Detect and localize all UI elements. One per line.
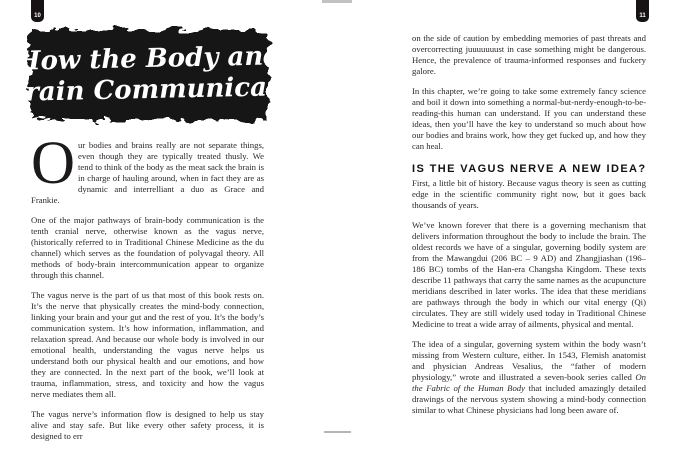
chapter-banner (2, 21, 296, 129)
chapter-title (2, 18, 296, 131)
chapter-title-line2: Brain Communicate (2, 71, 296, 109)
paragraph-text: that included amazingly detailed drawings of the nervous system showing a mind-body connection similar to what Chinese physicians had long been aware of. (412, 383, 646, 415)
page-number-right: 11 (639, 13, 646, 19)
gutter-mark-bottom (324, 431, 351, 433)
book-title-italic: On the Fabric of the Human Body (412, 372, 646, 393)
paragraph-text: The idea of a singular, governing system within the body wasn’t missing from Western culture, either. In 1543, Flemish anatomist and physician Andreas Vesalius, the “father of modern physiology,” wrote and illustrated a seven-book series called (412, 339, 646, 382)
drop-cap: O (31, 130, 76, 197)
paragraph: First, a little bit of history. Because vagus theory is seen as cutting edge in the scientific community right now, but it goes back thousands of years. (412, 178, 646, 210)
paragraph: In this chapter, we’re going to take some extremely fancy science and boil it down into something a normal-but-nerdy-enough-to-be-reading-this human can understand. If you can understand these ideas, then you’ll have the key to understand so much about how our bodies and brains work, how they get fucked up, and how they can heal. (412, 86, 646, 151)
left-page-text-column (31, 130, 264, 451)
paragraph: The vagus nerve’s information flow is designed to help us stay alive and stay safe. But like every other safety process, it is designed to err (31, 409, 264, 441)
paragraph: on the side of caution by embedding memories of past threats and overcorrecting juuuuuuust in case something might be dangerous. Hence, the prevalence of trauma-informed responses and fuckery galore. (412, 33, 646, 76)
paragraph (412, 339, 646, 416)
paragraph: The vagus nerve is the part of us that most of this book rests on. It’s the nerve that physically creates the mind-body connection, linking your brain and your gut and the rest of you. It’s the body’s communication system. It’s how information, inflammation, and relaxation spread. And because our whole body is involved in our emotional health, understanding the vagus nerve helps us understand both our physical health and our emotions, and how they are connected. In the next part of the book, we’ll look at trauma, inflammation, stress, and toxicity and how the vagus nerve mediates them all. (31, 290, 264, 399)
paragraph-text: ur bodies and brains really are not separate things, even though they are typically treated thusly. We tend to think of the body as the meat sack the brain is in charge of hauling around, when in fact they are as dynamic and interrelliant a duo as Grace and Frankie. (31, 140, 264, 205)
section-heading: IS THE VAGUS NERVE A NEW IDEA? (412, 163, 647, 175)
right-page-text-column (412, 33, 646, 425)
gutter-mark-top (322, 0, 352, 3)
paragraph (31, 130, 264, 206)
paragraph: We’ve known forever that there is a governing mechanism that delivers information throughout the body to include the brain. The oldest records we have of a singular, governing bodily system are from the Mawangdui (206 BC – 9 AD) and Zhangjiashan (196–186 BC) tombs of the Han-era Changsha Kingdom. These texts describe 11 pathways that carry the same names as the acupuncture meridians described in later works. The idea that these meridians are pathways through the body in which our vital energy (Qi) circulates. They are still widely used today in Traditional Chinese Medicine to treat a wide array of ailments, physical and mental. (412, 220, 646, 329)
chapter-title-line1: How the Body and (15, 41, 282, 77)
paragraph: One of the major pathways of brain-body communication is the tenth cranial nerve, otherwise known as the vagus nerve, (historically referred to in Traditional Chinese Medicine as the du channel) which serves as the foundation of polyvagal theory. All methods of body-brain intercommunication appear to organize through this channel. (31, 215, 264, 280)
page-number-left: 10 (34, 13, 41, 19)
page-tab-right (636, 0, 649, 22)
page-tab-left (31, 0, 44, 22)
